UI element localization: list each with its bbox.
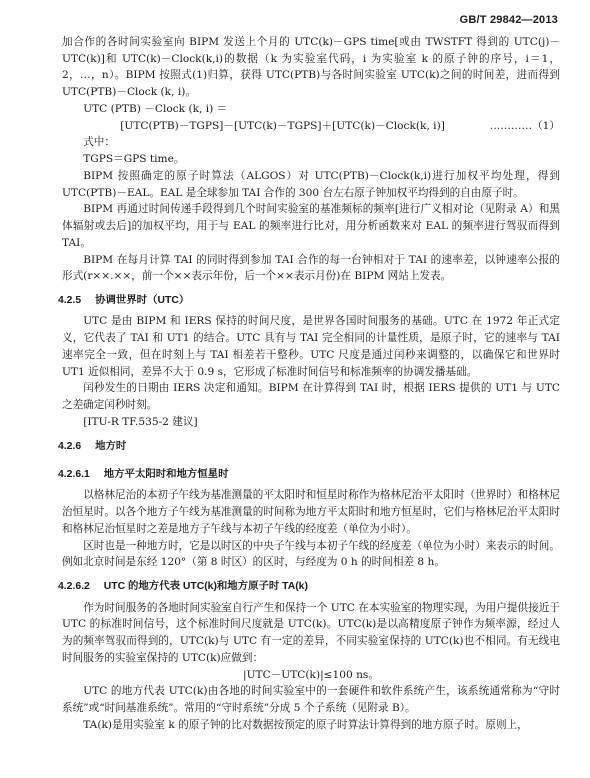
section-title: 地方平太阳时和地方恒星时 bbox=[103, 469, 229, 481]
section-number: 4.2.5 bbox=[58, 295, 82, 307]
paragraph-rate-bulletin: BIPM 在每月计算 TAI 的同时得到参加 TAI 合作的每一台钟相对于 TAI 的速率差，以钟速率公报的形式(r××.××，前一个××表示年份，后一个××表示月份)在 BIPM 网站上发表。 bbox=[62, 253, 560, 283]
section-heading-4-2-6-1 bbox=[58, 459, 560, 487]
equation-2: |UTC－UTC(k)|≤100 ns。 bbox=[243, 668, 379, 681]
section-title: UTC 的地方代表 UTC(k)和地方原子时 TA(k) bbox=[103, 581, 308, 593]
equation-1-number: …………（1） bbox=[489, 119, 560, 132]
paragraph-tai-steering: BIPM 再通过时间传递手段得到几个时间实验室的基准频标的频率[进行广义相对论（见附录 A）和黑体辐射或去后]的加权平均，用于与 EAL 的频率进行比对，用分析函数来对 EAL 的频率进行驾驭而得到 TAI。 bbox=[62, 203, 560, 249]
section-title: 协调世界时（UTC） bbox=[95, 295, 190, 307]
where-definition: TGPS＝GPS time。 bbox=[83, 153, 185, 166]
paragraph-utck-data: 加合作的各时间实验室向 BIPM 发送上个月的 UTC(k)－GPS time[或由 TWSTFT 得到的 UTC(j)－UTC(k)]和 UTC(k)－Clock(k,i)的数据（k 为实验室代码，i 为实验室 k 的原子钟的序号，i＝1，2，…，n）。BIPM 按照式(1)归算，获得 UTC(PTB)与各时间实验室 UTC(k)之间的时间差，进而得到 UTC(PTB)－Clock (k, i)。 bbox=[62, 36, 560, 99]
section-title: 地方时 bbox=[95, 440, 127, 452]
section-number: 4.2.6.1 bbox=[58, 469, 90, 481]
paragraph-timekeeping-system: UTC 的地方代表 UTC(k)由各地的时间实验室中的一套硬件和软件系统产生，该系统通常称为“守时系统”或“时间基准系统”。常用的“守时系统”分成 5 个子系统（见附录 B）。 bbox=[62, 685, 560, 714]
paragraph-zone-time: 区时也是一种地方时，它是以时区的中央子午线与本初子午线的经度差（单位为小时）来表示的时间。例如北京时间是东经 120°（第 8 时区）的区时，与经度为 0 h 的时间相差 8 h。 bbox=[62, 539, 560, 569]
where-label: 式中： bbox=[83, 136, 115, 149]
section-heading-4-2-6-2 bbox=[58, 571, 560, 599]
section-heading-4-2-5 bbox=[58, 285, 560, 313]
paragraph-leap-second: 闰秒发生的日期由 IERS 决定和通知。BIPM 在计算得到 TAI 时，根据 IERS 提供的 UT1 与 UTC 之差确定闰秒时刻。 bbox=[62, 382, 560, 412]
paragraph-utc-definition: UTC 是由 BIPM 和 IERS 保持的时间尺度，是世界各国时间服务的基础。UTC 在 1972 年正式定义，它代表了 TAI 和 UT1 的结合。UTC 具有与 TAI 完全相同的计量性质，是原子时，它的速率与 TAI 速率完全一致，但在时刻上与 TAI 相差若干整秒。UTC 尺度是通过闰秒来调整的，以确保它和世界时 UT1 近似相同，差异不大于 0.9 s，它形成了标准时间信号和标准频率的协调发播基础。 bbox=[62, 315, 560, 378]
document-body bbox=[58, 34, 560, 733]
paragraph-eal: BIPM 按照确定的原子时算法（ALGOS）对 UTC(PTB)－Clock(k,i)进行加权平均处理，得到 UTC(PTB)－EAL。EAL 是全球参加 TAI 合作的 300 台左右原子钟加权平均得到的自由原子时。 bbox=[62, 169, 560, 199]
equation-1-line-1: UTC (PTB) －Clock (k, i) ＝ bbox=[83, 102, 228, 115]
paragraph-local-solar-time: 以格林尼治的本初子午线为基准测量的平太阳时和恒星时称作为格林尼治平太阳时（世界时）和格林尼治恒星时。以各个地方子午线为基准测量的时间称为地方平太阳时和地方恒星时，它们与格林尼治平太阳时和格林尼治恒星时之差是地方子午线与本初子午线的经度差（单位为小时）。 bbox=[62, 489, 560, 535]
equation-1-line-2 bbox=[62, 118, 560, 135]
standard-code: GB/T 29842—2013 bbox=[459, 14, 558, 26]
paragraph-utck-realization: 作为时间服务的各地时间实验室自行产生和保持一个 UTC 在本实验室的物理实现，为用户提供接近于 UTC 的标准时间信号，这个标准时间尺度就是 UTC(k)。UTC(k)是以高精度原子钟作为频率源，经过人为的频率驾驭而得到的，UTC(k)与 UTC 有一定的差异，不同实验室保持的 UTC(k)也不相同。有无线电时间服务的实验室保持的 UTC(k)应做到： bbox=[62, 601, 560, 664]
section-number: 4.2.6 bbox=[58, 440, 82, 452]
reference-itu: [ITU-R TF.535-2 建议] bbox=[83, 415, 198, 428]
paragraph-local-atomic-time: TA(k)是用实验室 k 的原子钟的比对数据按预定的原子时算法计算得到的地方原子时。原则上， bbox=[83, 718, 528, 731]
equation-1-expression: [UTC(PTB)－TGPS]－[UTC(k)－TGPS]＋[UTC(k)－Clock(k, i)] bbox=[120, 119, 445, 132]
section-heading-4-2-6 bbox=[58, 431, 560, 459]
section-number: 4.2.6.2 bbox=[58, 581, 90, 593]
